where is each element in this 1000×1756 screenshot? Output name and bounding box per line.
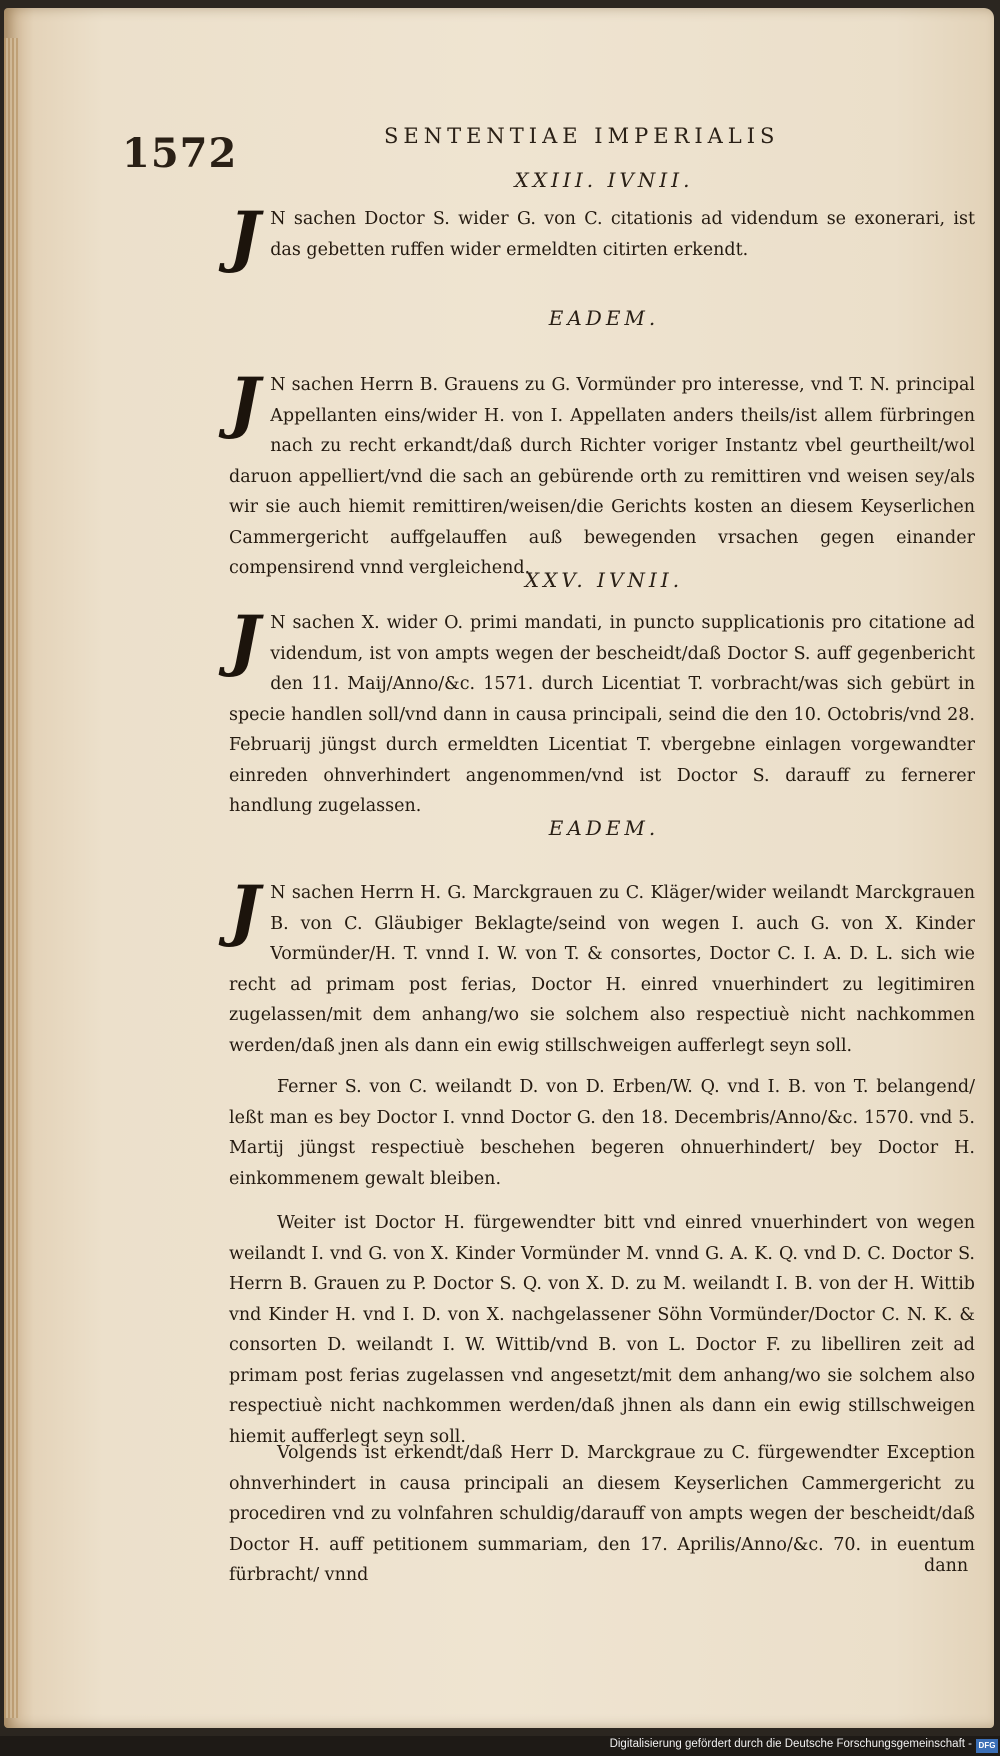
footer-credit: Digitalisierung gefördert durch die Deutsche Forschungsgemeinschaft - (609, 1738, 972, 1750)
catchword: dann (924, 1556, 969, 1576)
section-body: N sachen Herrn B. Grauens zu G. Vormünder pro interesse, vnd T. N. principal Appellanten eins/wider H. von I. Appellaten anders theils/ist allem fürbringen nach zu recht erkandt/daß durch Richter voriger Instantz vbel geurtheilt/wol daruon appelliert/vnd die sach an gebürende orth zu remittiren vnd weisen sey/als wir sie auch hiemit remittiren/weisen/die Gerichts kosten an diesem Keyserlichen Cammergericht auffgelauffen auß bewegenden vrsachen gegen einander compensirend vnnd vergleichend. (229, 375, 975, 578)
section-text (229, 363, 975, 584)
drop-cap-initial: J (229, 871, 261, 949)
section-text (229, 871, 975, 1061)
footer-bar (0, 1736, 1000, 1756)
section-heading: EADEM. (548, 816, 660, 840)
paragraph: Ferner S. von C. weilandt D. von D. Erben/W. Q. vnd I. B. von T. belangend/ leßt man es bey Doctor I. vnnd Doctor G. den 18. Decembris/Anno/&c. 1570. vnd 5. Martij jüngst respectiuè beschehen begeren ohnuerhindert/ bey Doctor H. einkommenem gewalt bleiben. (229, 1077, 975, 1189)
section-body: N sachen Doctor S. wider G. von C. citationis ad videndum se exonerari, ist das gebetten ruffen wider ermeldten citirten erkendt. (270, 209, 975, 260)
section-heading: XXIII. IVNII. (514, 168, 694, 192)
section-body: N sachen X. wider O. primi mandati, in puncto supplicationis pro citatione ad videndum, ist von ampts wegen der bescheidt/daß Doctor S. auff gegenbericht den 11. Maij/Anno/&c. 1571. durch Licentiat T. vorbracht/was sich gebürt in specie handlen soll/vnd dann in causa principali, seind die den 10. Octobris/vnd 28. Februarij jüngst durch ermeldten Licentiat T. vbergebne einlagen vorgewandter einreden ohnverhindert angenommen/vnd ist Doctor S. darauff zu fernerer handlung zugelassen. (229, 613, 975, 816)
section-heading: XXV. IVNII. (524, 568, 684, 592)
book-page (4, 8, 994, 1728)
section-text (229, 601, 975, 822)
section-text (229, 197, 975, 275)
drop-cap-initial: J (229, 601, 261, 679)
running-head: SENTENTIAE IMPERIALIS (384, 124, 780, 148)
section-heading: EADEM. (548, 306, 660, 330)
paragraph: Volgends ist erkendt/daß Herr D. Marckgraue zu C. fürgewendter Exception ohnverhindert in causa principali an diesem Keyserlichen Cammergericht zu procediren vnd zu volnfahren schuldig/darauff von ampts wegen der bescheidt/daß Doctor H. auff petitionem summariam, den 17. Aprilis/Anno/&c. 70. in euentum fürbracht/ vnnd (229, 1443, 975, 1585)
section-body: N sachen Herrn H. G. Marckgrauen zu C. Kläger/wider weilandt Marckgrauen B. von C. Gläubiger Beklagte/seind von wegen I. auch G. von X. Kinder Vormünder/H. T. vnnd I. W. von T. & consortes, Doctor C. I. A. D. L. sich wie recht ad primam post ferias, Doctor H. einred vnuerhindert zu legitimiren zugelassen/mit dem anhang/wo sie solchem also respectiuè nicht nachkommen werden/daß jnen als dann ein ewig stillschweigen aufferlegt seyn soll. (229, 883, 975, 1056)
page-year: 1572 (122, 130, 238, 177)
page-edge (4, 38, 18, 1718)
drop-cap-initial: J (229, 363, 261, 441)
paragraph: Weiter ist Doctor H. fürgewendter bitt vnd einred vnuerhindert von wegen weilandt I. vnd G. von X. Kinder Vormünder M. vnnd G. A. K. Q. vnd D. C. Doctor S. Herrn B. Grauen zu P. Doctor S. Q. von X. D. zu M. weilandt I. B. von der H. Wittib vnd Kinder H. vnd I. D. von X. nachgelassener Söhn Vormünder/Doctor C. N. K. & consorten D. weilandt I. W. Wittib/vnd B. von L. Doctor F. zu libelliren zeit ad primam post ferias zugelassen vnd angesetzt/mit dem anhang/wo sie solchem also respectiuè nicht nachkommen werden/daß jhnen als dann ein ewig stillschweigen hiemit aufferlegt seyn soll. (229, 1213, 975, 1447)
drop-cap-initial: J (229, 197, 261, 275)
dfg-logo-icon: DFG (976, 1739, 998, 1753)
